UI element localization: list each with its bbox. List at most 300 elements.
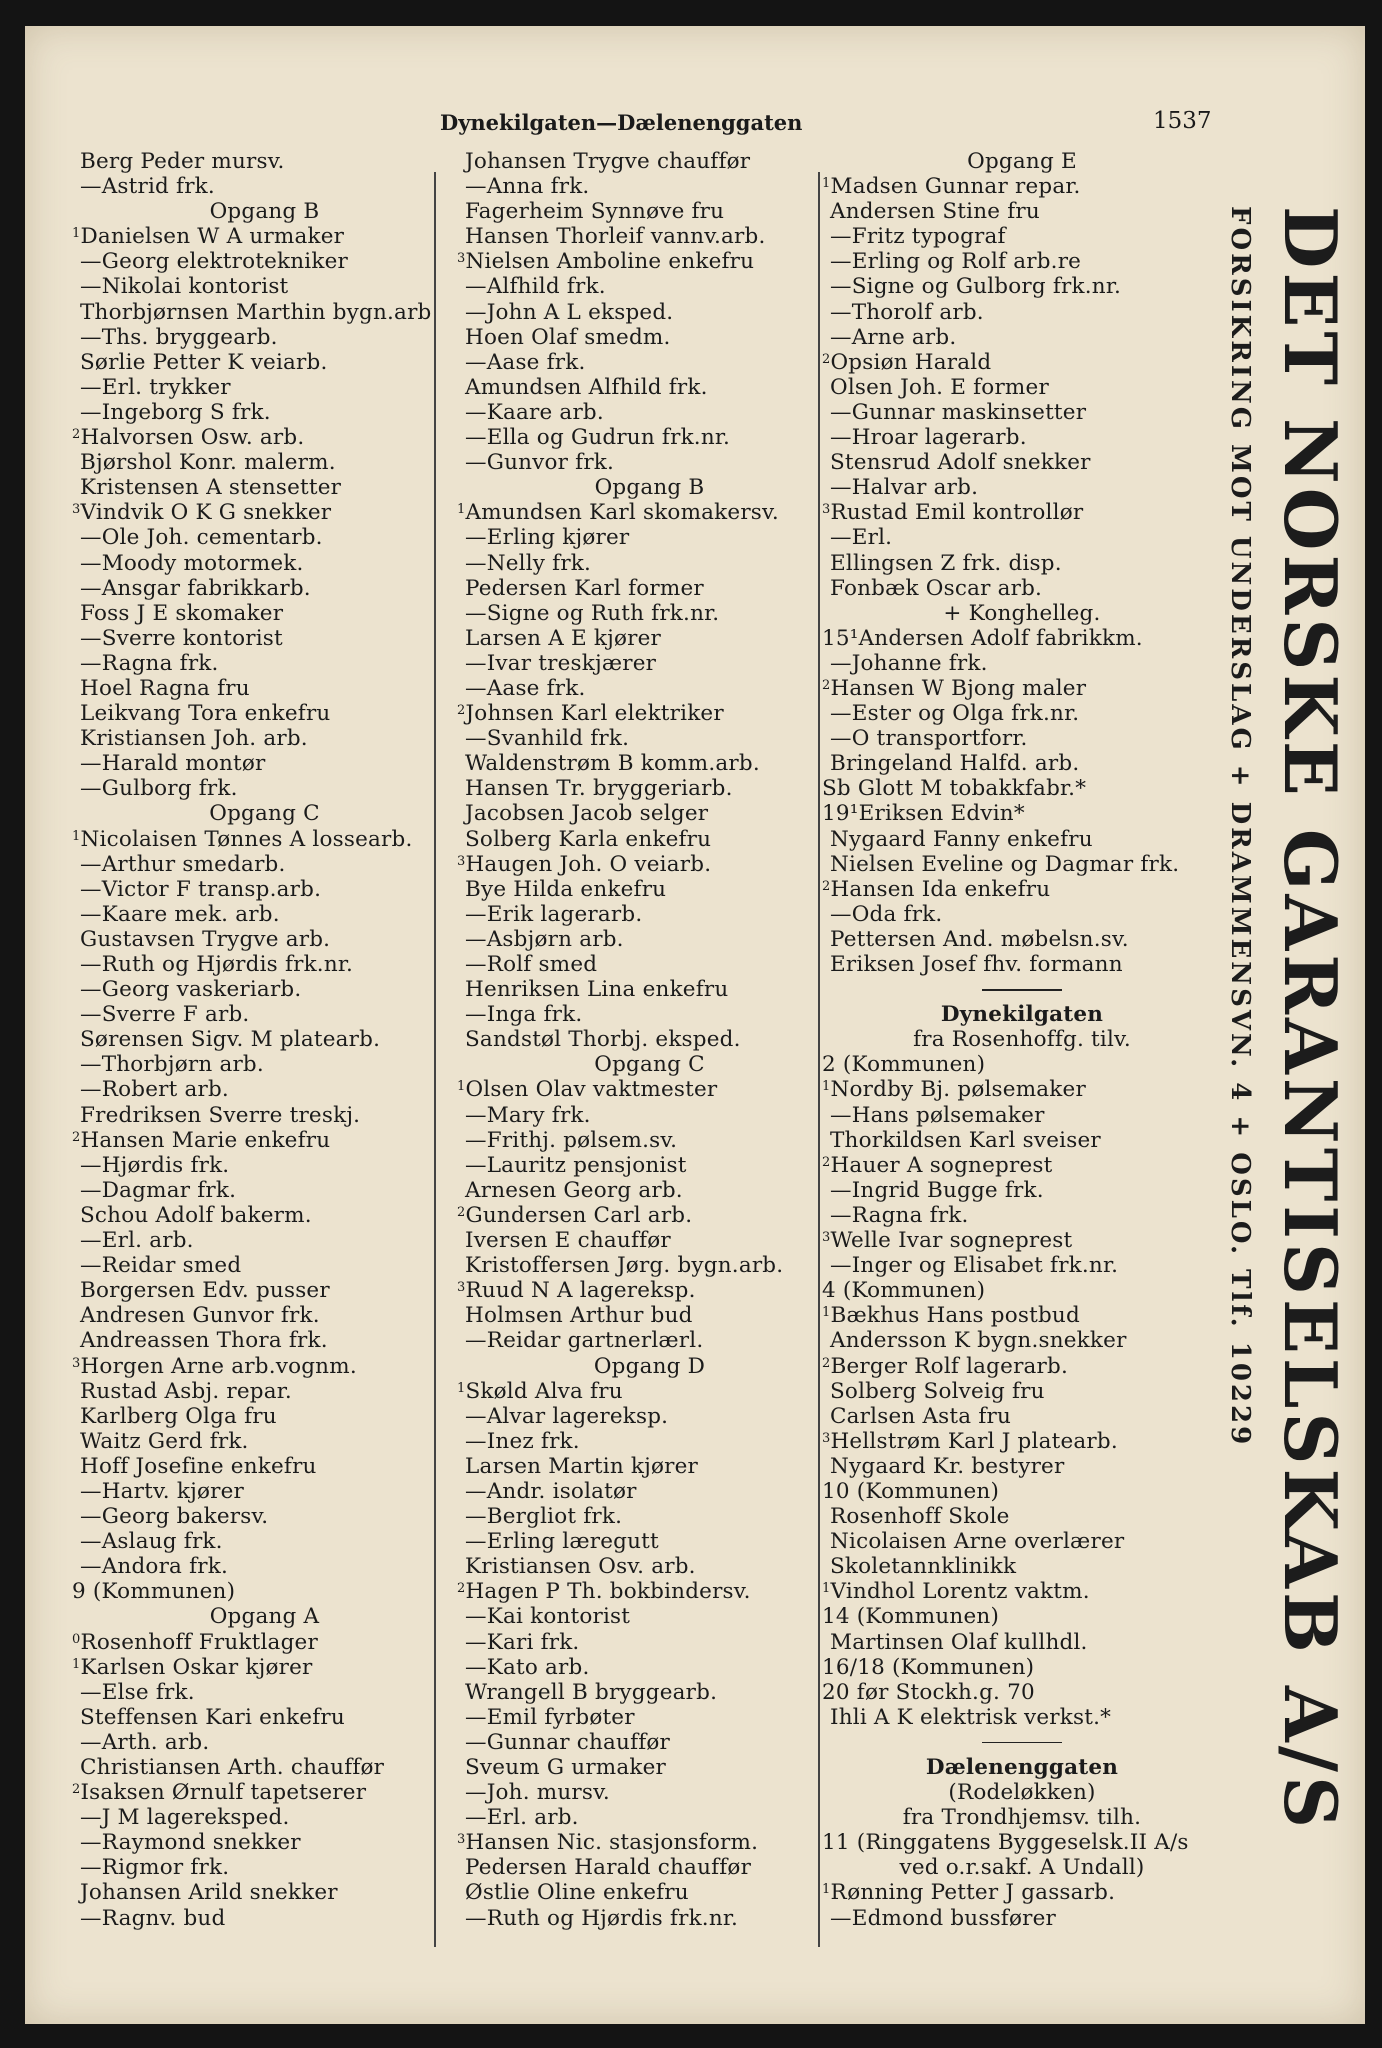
entry-text: 4 (Kommunen) — [822, 1278, 986, 1304]
directory-entry — [822, 325, 1222, 350]
entry-text: —Thorbjørn arb. — [80, 1052, 264, 1078]
directory-entry — [822, 500, 1222, 525]
directory-entry — [822, 1554, 1222, 1579]
entry-text: Johansen Arild snekker — [80, 1880, 338, 1906]
entry-text: —Ole Joh. cementarb. — [80, 525, 323, 551]
entry-text: Kristoffersen Jørg. bygn.arb. — [465, 1253, 784, 1279]
entry-text: Ihli A K elektrisk verkst.* — [830, 1704, 1112, 1730]
entry-text: —Alvar lagereksp. — [465, 1403, 669, 1429]
entry-text: Opgang A — [209, 1604, 320, 1630]
directory-entry — [457, 1705, 842, 1730]
directory-entry — [72, 852, 457, 877]
entry-text: —Kaare mek. arb. — [80, 901, 280, 927]
floor-number: 3 — [457, 853, 466, 869]
entry-text: Bye Hilda enkefru — [465, 876, 667, 902]
directory-entry — [457, 425, 842, 450]
entry-text: Fagerheim Synnøve fru — [465, 199, 725, 225]
floor-number: 3 — [72, 1355, 81, 1371]
floor-number: 2 — [457, 1581, 466, 1597]
directory-entry — [72, 1404, 457, 1429]
page-header — [25, 106, 1365, 146]
directory-entry — [822, 1630, 1222, 1655]
entry-text: —Johanne frk. — [830, 650, 988, 676]
floor-number: 1 — [72, 828, 81, 844]
entry-text: ved o.r.sakf. A Undall) — [899, 1855, 1145, 1881]
entry-text: —Victor F transp.arb. — [80, 876, 322, 902]
entry-text: 14 (Kommunen) — [822, 1604, 1000, 1630]
directory-entry — [822, 1278, 1222, 1303]
entry-text: —Alfhild frk. — [465, 274, 606, 300]
entry-text: (Rodeløkken) — [948, 1780, 1096, 1806]
directory-entry — [822, 1178, 1222, 1203]
entry-text: Dælenenggaten — [925, 1755, 1119, 1780]
entry-text: Gustavsen Trygve arb. — [80, 926, 331, 952]
entry-text: Hellstrøm Karl J platearb. — [830, 1428, 1118, 1454]
entry-text: —Rigmor frk. — [80, 1855, 230, 1881]
entry-text: Opgang B — [209, 199, 320, 225]
entry-text: —Hroar lagerarb. — [830, 425, 1027, 451]
entry-text: —Erling kjører — [465, 525, 630, 551]
directory-entry — [72, 1103, 457, 1128]
directory-entry — [72, 1479, 457, 1504]
directory-entry — [72, 877, 457, 902]
entry-text: Rosenhoff Skole — [830, 1504, 1010, 1530]
directory-entry — [822, 1354, 1222, 1379]
floor-number: 1 — [72, 226, 81, 242]
directory-entry — [822, 1153, 1222, 1178]
entry-text: Hoen Olaf smedm. — [465, 324, 671, 350]
entry-text: —Else frk. — [80, 1679, 195, 1705]
entry-text: —Moody motormek. — [80, 550, 304, 576]
entry-text: Bringeland Halfd. arb. — [830, 751, 1080, 777]
entry-text: Opgang C — [594, 1052, 705, 1078]
directory-entry — [72, 249, 457, 274]
entry-text: fra Trondhjemsv. tilh. — [902, 1805, 1142, 1831]
entry-text: —Dagmar frk. — [80, 1177, 237, 1203]
entry-text: Steffensen Kari enkefru — [80, 1704, 345, 1730]
entry-text: —Rolf smed — [465, 952, 598, 977]
directory-entry — [822, 174, 1222, 199]
floor-number: 0 — [72, 1631, 81, 1647]
floor-number: 1 — [822, 1581, 831, 1597]
directory-entry — [72, 1354, 457, 1379]
directory-entry — [822, 1655, 1222, 1680]
directory-entry — [72, 375, 457, 400]
entry-text: Sveum G urmaker — [465, 1755, 667, 1780]
directory-entry — [72, 1253, 457, 1278]
directory-entry — [457, 1579, 842, 1604]
entry-text: Kristiansen Osv. arb. — [465, 1554, 696, 1580]
entry-text: —Reidar smed — [80, 1253, 242, 1279]
entry-text: Skøld Alva fru — [465, 1378, 623, 1404]
directory-entry — [72, 1655, 457, 1680]
directory-entry — [457, 1630, 842, 1655]
directory-entry — [72, 500, 457, 525]
directory-entry — [72, 651, 457, 676]
floor-number: 2 — [822, 1154, 831, 1170]
section-heading — [822, 1027, 1222, 1052]
section-divider — [822, 1730, 1222, 1755]
entry-text: —Thorolf arb. — [830, 299, 984, 325]
entry-text: Andersen Stine fru — [830, 199, 1040, 225]
entry-text: Holmsen Arthur bud — [465, 1303, 693, 1329]
page-title: Dynekilgaten—Dælenenggaten — [440, 110, 803, 135]
entry-text: Nygaard Fanny enkefru — [830, 826, 1093, 852]
directory-entry — [457, 224, 842, 249]
entry-text: Sørensen Sigv. M platearb. — [80, 1027, 381, 1053]
entry-text: —Gunnar chauffør — [465, 1729, 671, 1755]
floor-number: 3 — [72, 502, 81, 518]
entry-text: —Andora frk. — [80, 1554, 229, 1580]
directory-entry — [457, 776, 842, 801]
entry-text: Sørlie Petter K veiarb. — [80, 349, 328, 375]
entry-text: Kristiansen Joh. arb. — [80, 726, 308, 752]
entry-text: Berg Peder mursv. — [80, 149, 285, 174]
directory-entry — [822, 1705, 1222, 1730]
section-heading — [822, 1855, 1222, 1880]
directory-entry — [457, 1153, 842, 1178]
directory-entry — [457, 1128, 842, 1153]
directory-entry — [72, 350, 457, 375]
directory-entry — [72, 400, 457, 425]
entry-text: Thorkildsen Karl sveiser — [830, 1127, 1101, 1153]
floor-number: 1 — [822, 1079, 831, 1095]
floor-number: 3 — [457, 1280, 466, 1296]
section-heading — [72, 801, 457, 826]
directory-entry — [822, 827, 1222, 852]
directory-entry — [457, 1303, 842, 1328]
directory-entry — [822, 1077, 1222, 1102]
directory-entry — [822, 1253, 1222, 1278]
entry-text: —Ella og Gudrun frk.nr. — [465, 425, 731, 451]
entry-text: Sandstøl Thorbj. eksped. — [465, 1027, 741, 1053]
entry-text: Hagen P Th. bokbindersv. — [465, 1579, 751, 1605]
entry-text: —Reidar gartnerlærl. — [465, 1328, 704, 1354]
entry-text: —Kari frk. — [465, 1629, 580, 1655]
directory-entry — [457, 1906, 842, 1931]
directory-entry — [72, 1755, 457, 1780]
directory-entry — [72, 1730, 457, 1755]
entry-text: Gundersen Carl arb. — [465, 1202, 693, 1228]
directory-entry — [457, 601, 842, 626]
section-heading — [822, 149, 1222, 174]
section-heading — [457, 1052, 842, 1077]
directory-entry — [457, 1278, 842, 1303]
entry-text: Hoel Ragna fru — [80, 675, 250, 701]
entry-text: —Arthur smedarb. — [80, 851, 286, 877]
directory-entry — [822, 1529, 1222, 1554]
directory-entry — [72, 300, 457, 325]
directory-entry — [822, 576, 1222, 601]
directory-entry — [457, 1755, 842, 1780]
directory-entry — [822, 676, 1222, 701]
directory-entry — [72, 751, 457, 776]
entry-text: Vindvik O K G snekker — [80, 500, 332, 526]
entry-text: 11 (Ringgatens Byggeselsk.II A/s — [822, 1830, 1189, 1856]
directory-entry — [457, 877, 842, 902]
entry-text: —Ansgar fabrikkarb. — [80, 575, 311, 601]
directory-entry — [822, 1228, 1222, 1253]
entry-text: Fonbæk Oscar arb. — [830, 575, 1043, 601]
directory-entry — [457, 300, 842, 325]
entry-text: —Ths. bryggearb. — [80, 324, 278, 350]
directory-entry — [822, 1579, 1222, 1604]
directory-entry — [72, 701, 457, 726]
entry-text: —Sverre F arb. — [80, 1002, 250, 1028]
directory-entry — [822, 400, 1222, 425]
directory-entry — [457, 902, 842, 927]
entry-text: Thorbjørnsen Marthin bygn.arb — [80, 299, 432, 325]
directory-entry — [822, 852, 1222, 877]
entry-text: —Ingrid Bugge frk. — [830, 1177, 1044, 1203]
entry-text: + Konghelleg. — [943, 600, 1101, 626]
directory-entry — [457, 952, 842, 977]
entry-text: —Andr. isolatør — [465, 1478, 637, 1504]
directory-entry — [822, 1604, 1222, 1629]
entry-text: Nielsen Amboline enkefru — [465, 249, 755, 275]
directory-entry — [72, 525, 457, 550]
floor-number: 2 — [822, 351, 831, 367]
entry-text: —Erling læregutt — [465, 1529, 659, 1555]
entry-text: —Inez frk. — [465, 1428, 580, 1454]
entry-text: Dynekilgaten — [940, 1002, 1104, 1028]
entry-text: —Georg bakersv. — [80, 1504, 269, 1530]
entry-text: Skoletannklinikk — [830, 1554, 1017, 1580]
entry-text: Halvorsen Osw. arb. — [80, 425, 305, 451]
directory-entry — [822, 751, 1222, 776]
directory-entry — [822, 1203, 1222, 1228]
entry-text: Danielsen W A urmaker — [80, 224, 345, 250]
directory-entry — [457, 1002, 842, 1027]
directory-entry — [822, 1880, 1222, 1905]
entry-text: Hansen Tr. bryggeriarb. — [465, 776, 733, 802]
directory-entry — [457, 1328, 842, 1353]
directory-entry — [822, 199, 1222, 224]
entry-text: Iversen E chauffør — [465, 1228, 671, 1254]
directory-entry — [457, 500, 842, 525]
directory-entry — [457, 1680, 842, 1705]
entry-text: Carlsen Asta fru — [830, 1403, 1011, 1429]
directory-entry — [72, 1328, 457, 1353]
section-heading — [822, 1780, 1222, 1805]
entry-text: —Ruth og Hjørdis frk.nr. — [465, 1905, 739, 1931]
entry-text: —Gunvor frk. — [465, 450, 615, 476]
entry-text: Nordby Bj. pølsemaker — [830, 1077, 1086, 1103]
directory-entry — [822, 1479, 1222, 1504]
directory-entry — [457, 1880, 842, 1905]
directory-entry — [72, 676, 457, 701]
directory-entry — [72, 1429, 457, 1454]
directory-entry — [72, 576, 457, 601]
entry-text: —Nelly frk. — [465, 550, 592, 576]
directory-entry — [457, 927, 842, 952]
directory-entry — [457, 1203, 842, 1228]
entry-text: Schou Adolf bakerm. — [80, 1202, 312, 1228]
entry-text: Pedersen Karl former — [465, 575, 704, 601]
floor-number: 3 — [457, 251, 466, 267]
entry-text: 20 før Stockh.g. 70 — [822, 1679, 1035, 1705]
directory-entry — [72, 1906, 457, 1931]
street-heading — [822, 1755, 1222, 1780]
directory-entry — [822, 927, 1222, 952]
entry-text: Vindhol Lorentz vaktm. — [830, 1579, 1090, 1605]
entry-text: —Ingeborg S frk. — [80, 399, 271, 425]
floor-number: 2 — [822, 1355, 831, 1371]
directory-entry — [72, 224, 457, 249]
directory-entry — [457, 1027, 842, 1052]
directory-entry — [72, 726, 457, 751]
entry-text: Hansen Marie enkefru — [80, 1127, 331, 1153]
entry-text: Olsen Joh. E former — [830, 374, 1049, 400]
section-heading — [457, 475, 842, 500]
section-heading — [72, 199, 457, 224]
directory-entry — [72, 1630, 457, 1655]
entry-text: Bækhus Hans postbud — [830, 1303, 1080, 1329]
floor-number: 3 — [822, 1230, 831, 1246]
directory-entry — [822, 1454, 1222, 1479]
directory-entry — [72, 1504, 457, 1529]
entry-text: —Ruth og Hjørdis frk.nr. — [80, 952, 354, 977]
directory-entry — [457, 174, 842, 199]
entry-text: Foss J E skomaker — [80, 600, 284, 626]
floor-number: 1 — [822, 176, 831, 192]
entry-text: Hansen W Bjong maler — [830, 675, 1087, 701]
directory-entry — [457, 1077, 842, 1102]
entry-text: Nygaard Kr. bestyrer — [830, 1453, 1065, 1479]
directory-entry — [822, 1429, 1222, 1454]
entry-text: Andresen Gunvor frk. — [80, 1303, 320, 1329]
directory-entry — [457, 325, 842, 350]
directory-column-3 — [822, 149, 1222, 1931]
directory-entry — [72, 827, 457, 852]
section-heading — [72, 1604, 457, 1629]
directory-entry — [72, 1203, 457, 1228]
entry-text: —Raymond snekker — [80, 1830, 301, 1856]
entry-text: Østlie Oline enkefru — [465, 1880, 689, 1906]
entry-text: Solberg Karla enkefru — [465, 826, 712, 852]
entry-text: 16/18 (Kommunen) — [822, 1654, 1035, 1680]
directory-entry — [457, 1805, 842, 1830]
directory-entry — [72, 1303, 457, 1328]
directory-entry — [457, 350, 842, 375]
directory-entry — [822, 1379, 1222, 1404]
entry-text: Martinsen Olaf kullhdl. — [830, 1629, 1088, 1655]
entry-text: Christiansen Arth. chauffør — [80, 1755, 385, 1780]
entry-text: —Hjørdis frk. — [80, 1152, 230, 1178]
entry-text: Nicolaisen Tønnes A lossearb. — [80, 826, 413, 852]
floor-number: 1 — [457, 1079, 466, 1095]
directory-entry — [457, 1604, 842, 1629]
entry-text: —Halvar arb. — [830, 475, 979, 501]
floor-number: 3 — [457, 1832, 466, 1848]
entry-text: Rønning Petter J gassarb. — [830, 1880, 1116, 1906]
directory-entry — [822, 450, 1222, 475]
directory-entry — [457, 1529, 842, 1554]
entry-text: Larsen Martin kjører — [465, 1453, 699, 1479]
section-heading — [457, 1354, 842, 1379]
directory-entry — [457, 1655, 842, 1680]
floor-number: 1 — [822, 1305, 831, 1321]
section-heading — [822, 601, 1222, 626]
floor-number: 3 — [822, 1430, 831, 1446]
directory-entry — [822, 224, 1222, 249]
entry-text: fra Rosenhoffg. tilv. — [913, 1027, 1131, 1053]
entry-text: Wrangell B bryggearb. — [465, 1679, 718, 1705]
directory-entry — [457, 551, 842, 576]
entry-text: Amundsen Alfhild frk. — [465, 374, 708, 400]
directory-entry — [457, 1103, 842, 1128]
directory-entry — [72, 601, 457, 626]
entry-text: Hauer A sogneprest — [830, 1152, 1053, 1178]
directory-entry — [822, 651, 1222, 676]
entry-text: Eriksen Josef fhv. formann — [830, 952, 1123, 977]
entry-text: —Aslaug frk. — [80, 1529, 223, 1555]
entry-text: —Erl. — [830, 525, 893, 551]
directory-entry — [72, 1780, 457, 1805]
entry-text: —Nikolai kontorist — [80, 274, 289, 300]
directory-column-1 — [72, 149, 457, 1931]
directory-entry — [72, 1153, 457, 1178]
entry-text: —Ivar treskjærer — [465, 650, 657, 676]
directory-entry — [457, 450, 842, 475]
entry-text: —Asbjørn arb. — [465, 926, 624, 952]
floor-number: 2 — [457, 703, 466, 719]
directory-entry — [822, 1680, 1222, 1705]
entry-text: Leikvang Tora enkefru — [80, 701, 331, 727]
entry-text: Pedersen Harald chauffør — [465, 1855, 752, 1881]
directory-entry — [822, 701, 1222, 726]
directory-entry — [72, 1529, 457, 1554]
directory-entry — [457, 1554, 842, 1579]
directory-entry — [822, 1830, 1222, 1855]
directory-entry — [822, 249, 1222, 274]
entry-text: —Hartv. kjører — [80, 1478, 244, 1504]
directory-entry — [457, 977, 842, 1002]
directory-entry — [457, 199, 842, 224]
directory-entry — [457, 1479, 842, 1504]
directory-entry — [822, 1328, 1222, 1353]
entry-text: —Signe og Ruth frk.nr. — [465, 600, 720, 626]
directory-entry — [72, 1077, 457, 1102]
entry-text: —Signe og Gulborg frk.nr. — [830, 274, 1121, 300]
directory-entry — [822, 877, 1222, 902]
directory-entry — [822, 551, 1222, 576]
directory-entry — [822, 1404, 1222, 1429]
directory-entry — [822, 776, 1222, 801]
entry-text: Waldenstrøm B komm.arb. — [465, 751, 760, 777]
directory-entry — [457, 701, 842, 726]
entry-text: Berger Rolf lagerarb. — [830, 1353, 1069, 1379]
entry-text: Larsen A E kjører — [465, 625, 662, 651]
entry-text: —Ragna frk. — [830, 1202, 969, 1228]
floor-number: 2 — [72, 427, 81, 443]
directory-entry — [72, 1805, 457, 1830]
entry-text: Henriksen Lina enkefru — [465, 977, 729, 1003]
entry-text: Opgang D — [593, 1353, 706, 1379]
entry-text: —Bergliot frk. — [465, 1504, 623, 1530]
entry-text: Madsen Gunnar repar. — [830, 174, 1081, 200]
entry-text: Fredriksen Sverre treskj. — [80, 1102, 361, 1128]
directory-entry — [822, 1906, 1222, 1931]
directory-entry — [822, 626, 1222, 651]
floor-number: 1 — [72, 1656, 81, 1672]
directory-entry — [72, 425, 457, 450]
directory-entry — [457, 375, 842, 400]
entry-text: 9 (Kommunen) — [72, 1579, 236, 1605]
entry-text: —Robert arb. — [80, 1077, 229, 1103]
directory-page — [25, 26, 1365, 2024]
entry-text: Pettersen And. møbelsn.sv. — [830, 926, 1129, 952]
